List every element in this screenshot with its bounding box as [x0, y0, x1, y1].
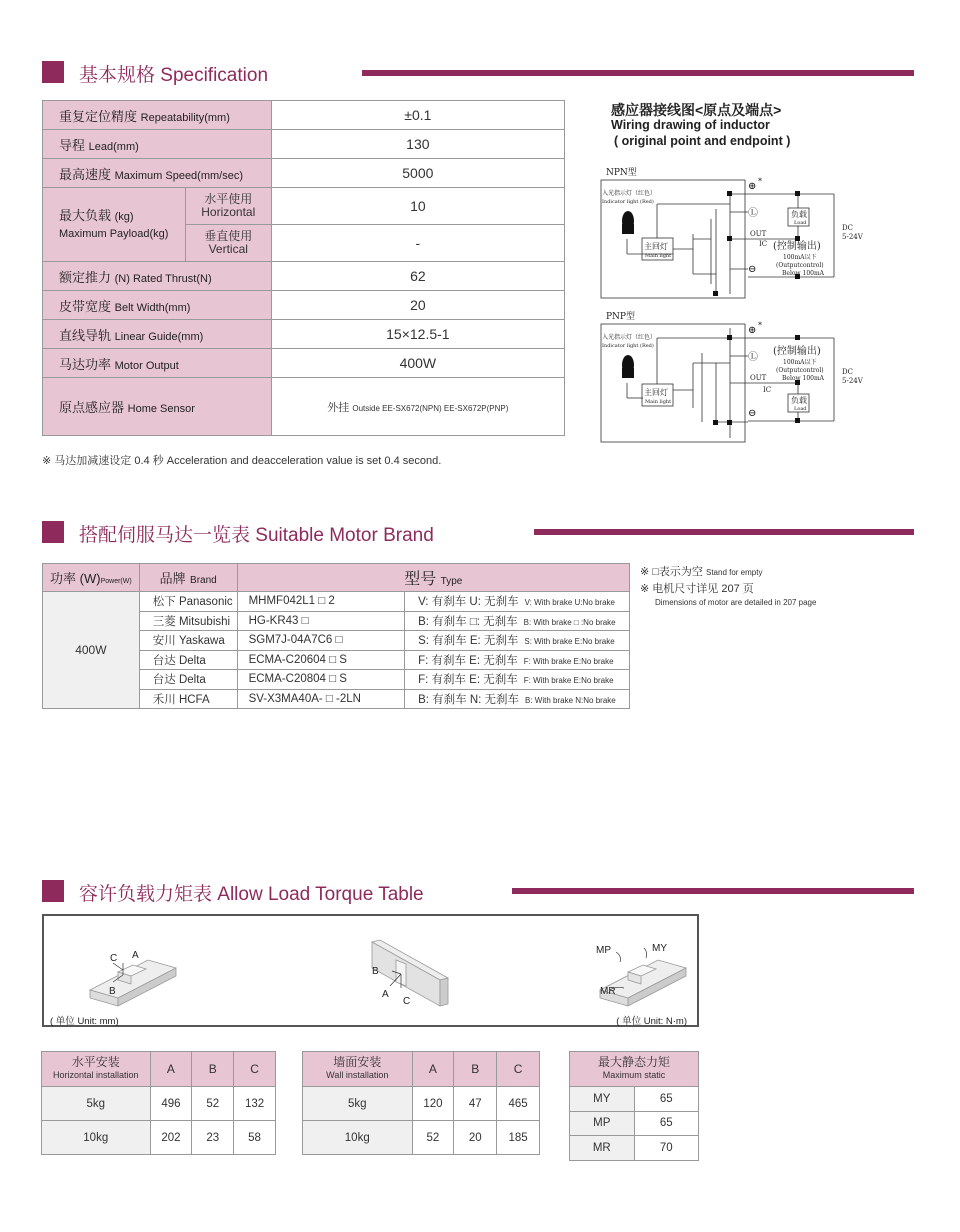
model-cell: MHMF042L1 □ 2 — [237, 592, 404, 612]
pnp-spec-cn: 100mA以下 — [783, 359, 817, 366]
table-row — [43, 159, 565, 188]
static-label-my: MY — [652, 943, 667, 954]
pnp-main-cn: 主回灯 — [644, 388, 668, 397]
type-cell: F: 有刹车 E: 无刹车 F: With brake E:No brake — [405, 650, 630, 670]
table-row — [42, 1121, 276, 1155]
value-cell: 202 — [150, 1121, 192, 1155]
payload-horizontal-value: 10 — [271, 188, 564, 225]
table-header-row — [303, 1052, 540, 1087]
brand-cell: 安川 Yaskawa — [139, 631, 237, 651]
horizontal-label-b: B — [109, 986, 116, 997]
wall-label-a: A — [382, 989, 389, 1000]
pnp-minus: ⊖ — [748, 408, 757, 419]
value-cell: 52 — [192, 1087, 234, 1121]
spec-label: 皮带宽度 Belt Width(mm) — [43, 291, 272, 320]
section-marker-spec — [42, 61, 64, 83]
horizontal-label-c: C — [110, 953, 118, 964]
brand-cell: 禾川 HCFA — [139, 689, 237, 709]
model-cell: SV-X3MA40A- □ -2LN — [237, 689, 404, 709]
table-header-row — [570, 1052, 699, 1087]
pnp-dc: DC — [842, 368, 853, 376]
load-cell: 10kg — [303, 1121, 413, 1155]
value-cell: 23 — [192, 1121, 234, 1155]
wall-torque-table — [302, 1051, 540, 1155]
wall-header: 墙面安装 Wall installation — [303, 1052, 413, 1087]
wiring-subtitle-en: ( original point and endpoint ) — [614, 134, 791, 148]
home-sensor-value: 外挂 Outside EE-SX672(NPN) EE-SX672P(PNP) — [271, 378, 564, 436]
pnp-star: * — [758, 321, 762, 330]
value-cell: 52 — [412, 1121, 454, 1155]
spec-value: ±0.1 — [271, 101, 564, 130]
pnp-plus: ⊕ — [748, 325, 757, 336]
moment-value-cell: 70 — [634, 1136, 698, 1161]
table-row — [570, 1087, 699, 1112]
type-cell: F: 有刹车 E: 无刹车 F: With brake E:No brake — [405, 670, 630, 690]
section-title-spec: 基本规格 Specification — [79, 65, 269, 86]
type-cell: B: 有刹车 □: 无刹车 B: With brake □ :No brake — [405, 611, 630, 631]
moment-value-cell: 65 — [634, 1087, 698, 1112]
table-row — [43, 592, 630, 612]
pnp-wiring-diagram — [598, 308, 863, 448]
table-row — [43, 262, 565, 291]
value-cell: 20 — [454, 1121, 497, 1155]
model-cell: SGM7J-04A7C6 □ — [237, 631, 404, 651]
pnp-ic: IC — [763, 386, 772, 394]
acceleration-note: ※ 马达加减速设定 0.4 秒 Acceleration and deacceleration value is set 0.4 second. — [42, 455, 442, 467]
npn-dc: DC — [842, 224, 853, 232]
value-cell: 58 — [234, 1121, 276, 1155]
wall-installation-drawing — [368, 938, 452, 1010]
payload-vertical-label: 垂直使用 Vertical — [185, 225, 271, 262]
col-b-header: B — [454, 1052, 497, 1087]
npn-below: Below 100mA — [782, 270, 825, 277]
brand-cell: 三菱 Mitsubishi — [139, 611, 237, 631]
pnp-l: Ⓛ — [748, 352, 758, 363]
pnp-indicator-cn: 入光指示灯（红色） — [602, 334, 657, 341]
value-cell: 496 — [150, 1087, 192, 1121]
static-moment-table — [569, 1051, 699, 1161]
pnp-indicator-en: Indicator light (Red) — [602, 343, 654, 349]
spec-value: 400W — [271, 349, 564, 378]
model-cell: HG-KR43 □ — [237, 611, 404, 631]
motor-note-empty: ※ □表示为空 Stand for empty — [640, 566, 763, 578]
table-row — [570, 1111, 699, 1136]
power-value: 400W — [43, 592, 140, 709]
npn-load-en: Load — [794, 220, 807, 226]
torque-diagram-box — [42, 914, 699, 1027]
static-moment-drawing — [592, 938, 692, 1008]
table-row — [570, 1136, 699, 1161]
value-cell: 465 — [497, 1087, 540, 1121]
type-cell: S: 有刹车 E: 无刹车 S: With brake E:No brake — [405, 631, 630, 651]
pnp-out: OUT — [750, 374, 767, 382]
type-cell: V: 有刹车 U: 无刹车 V: With brake U:No brake — [405, 592, 630, 612]
wall-label-b: B — [372, 966, 379, 977]
table-row — [43, 188, 565, 225]
load-cell: 5kg — [303, 1087, 413, 1121]
payload-horizontal-label: 水平使用 Horizontal — [185, 188, 271, 225]
npn-volt: 5-24V — [842, 233, 863, 241]
table-row — [43, 320, 565, 349]
horizontal-torque-table — [41, 1051, 276, 1155]
table-row — [43, 349, 565, 378]
wiring-title-cn: 感应器接线图<原点及端点> — [611, 102, 782, 118]
moment-key-cell: MY — [570, 1087, 635, 1112]
pnp-below: Below 100mA — [782, 375, 825, 382]
pnp-volt: 5-24V — [842, 377, 863, 385]
motor-note-dimensions-en: Dimensions of motor are detailed in 207 page — [655, 598, 817, 607]
static-header: 最大静态力矩 Maximum static — [570, 1052, 699, 1087]
spec-label: 马达功率 Motor Output — [43, 349, 272, 378]
horizontal-installation-drawing — [88, 940, 188, 1010]
pnp-load-en: Load — [794, 406, 807, 412]
payload-vertical-value: - — [271, 225, 564, 262]
static-label-mp: MP — [596, 945, 611, 956]
section-rule-spec — [362, 70, 914, 76]
table-header-row — [42, 1052, 276, 1087]
model-cell: ECMA-C20804 □ S — [237, 670, 404, 690]
model-cell: ECMA-C20604 □ S — [237, 650, 404, 670]
pnp-main-en: Main light — [645, 399, 672, 405]
brand-cell: 台达 Delta — [139, 670, 237, 690]
npn-control-en: (Outputcontrol) — [776, 262, 824, 269]
npn-label: NPN型 — [606, 168, 637, 178]
npn-wiring-diagram — [598, 164, 863, 304]
col-a-header: A — [412, 1052, 454, 1087]
value-cell: 132 — [234, 1087, 276, 1121]
power-header: 功率 (W)Power(W) — [43, 564, 140, 592]
moment-key-cell: MP — [570, 1111, 635, 1136]
value-cell: 47 — [454, 1087, 497, 1121]
spec-value: 62 — [271, 262, 564, 291]
npn-plus: ⊕ — [748, 181, 757, 192]
value-cell: 120 — [412, 1087, 454, 1121]
value-cell: 185 — [497, 1121, 540, 1155]
npn-ic: IC — [759, 240, 768, 248]
spec-label: 最高速度 Maximum Speed(mm/sec) — [43, 159, 272, 188]
npn-main-cn: 主回灯 — [644, 242, 668, 251]
spec-table — [42, 100, 565, 436]
section-marker-torque — [42, 880, 64, 902]
col-c-header: C — [497, 1052, 540, 1087]
npn-spec-cn: 100mA以下 — [783, 254, 817, 261]
table-row — [303, 1121, 540, 1155]
table-row — [43, 378, 565, 436]
section-marker-motor — [42, 521, 64, 543]
pnp-control-cn: (控制输出) — [773, 346, 821, 357]
unit-nm-label: ( 单位 Unit: N·m) — [616, 1016, 687, 1027]
npn-main-en: Main light — [645, 253, 672, 259]
spec-value: 130 — [271, 130, 564, 159]
col-b-header: B — [192, 1052, 234, 1087]
table-row — [43, 101, 565, 130]
npn-star: * — [758, 177, 762, 186]
col-c-header: C — [234, 1052, 276, 1087]
horizontal-header: 水平安装 Horizontal installation — [42, 1052, 151, 1087]
moment-value-cell: 65 — [634, 1111, 698, 1136]
npn-load-cn: 负载 — [791, 210, 807, 219]
wiring-title-en: Wiring drawing of inductor — [611, 118, 770, 132]
section-rule-motor — [534, 529, 914, 535]
pnp-control-en: (Outputcontrol) — [776, 367, 824, 374]
section-title-torque: 容许负载力矩表 Allow Load Torque Table — [79, 884, 424, 905]
brand-header: 品牌 Brand — [139, 564, 237, 592]
load-cell: 10kg — [42, 1121, 151, 1155]
table-row — [42, 1087, 276, 1121]
static-label-mr: MR — [600, 986, 616, 997]
npn-control-cn: (控制输出) — [773, 241, 821, 252]
type-header: 型号 Type — [237, 564, 629, 592]
spec-value: 20 — [271, 291, 564, 320]
payload-label: 最大负载 (kg) Maximum Payload(kg) — [43, 188, 186, 262]
brand-cell: 松下 Panasonic — [139, 592, 237, 612]
npn-out: OUT — [750, 230, 767, 238]
spec-label: 直线导轨 Linear Guide(mm) — [43, 320, 272, 349]
table-row — [43, 291, 565, 320]
spec-label: 导程 Lead(mm) — [43, 130, 272, 159]
wall-label-c: C — [403, 996, 411, 1007]
moment-key-cell: MR — [570, 1136, 635, 1161]
home-sensor-label: 原点感应器 Home Sensor — [43, 378, 272, 436]
table-row — [303, 1087, 540, 1121]
motor-note-dimensions: ※ 电机尺寸详见 207 页 — [640, 583, 754, 595]
npn-minus: ⊖ — [748, 264, 757, 275]
motor-table — [42, 563, 630, 709]
table-header-row — [43, 564, 630, 592]
horizontal-label-a: A — [132, 950, 139, 961]
type-cell: B: 有刹车 N: 无刹车 B: With brake N:No brake — [405, 689, 630, 709]
spec-value: 15×12.5-1 — [271, 320, 564, 349]
pnp-label: PNP型 — [606, 312, 635, 322]
npn-indicator-cn: 入光指示灯（红色） — [602, 190, 657, 197]
spec-value: 5000 — [271, 159, 564, 188]
npn-l: Ⓛ — [748, 208, 758, 219]
spec-label: 重复定位精度 Repeatability(mm) — [43, 101, 272, 130]
pnp-load-cn: 负载 — [791, 396, 807, 405]
table-row — [43, 130, 565, 159]
brand-cell: 台达 Delta — [139, 650, 237, 670]
unit-mm-label: ( 单位 Unit: mm) — [50, 1016, 119, 1027]
load-cell: 5kg — [42, 1087, 151, 1121]
npn-indicator-en: Indicator light (Red) — [602, 199, 654, 205]
section-rule-torque — [512, 888, 914, 894]
col-a-header: A — [150, 1052, 192, 1087]
section-title-motor: 搭配伺服马达一览表 Suitable Motor Brand — [79, 525, 434, 546]
spec-label: 额定推力 (N) Rated Thrust(N) — [43, 262, 272, 291]
